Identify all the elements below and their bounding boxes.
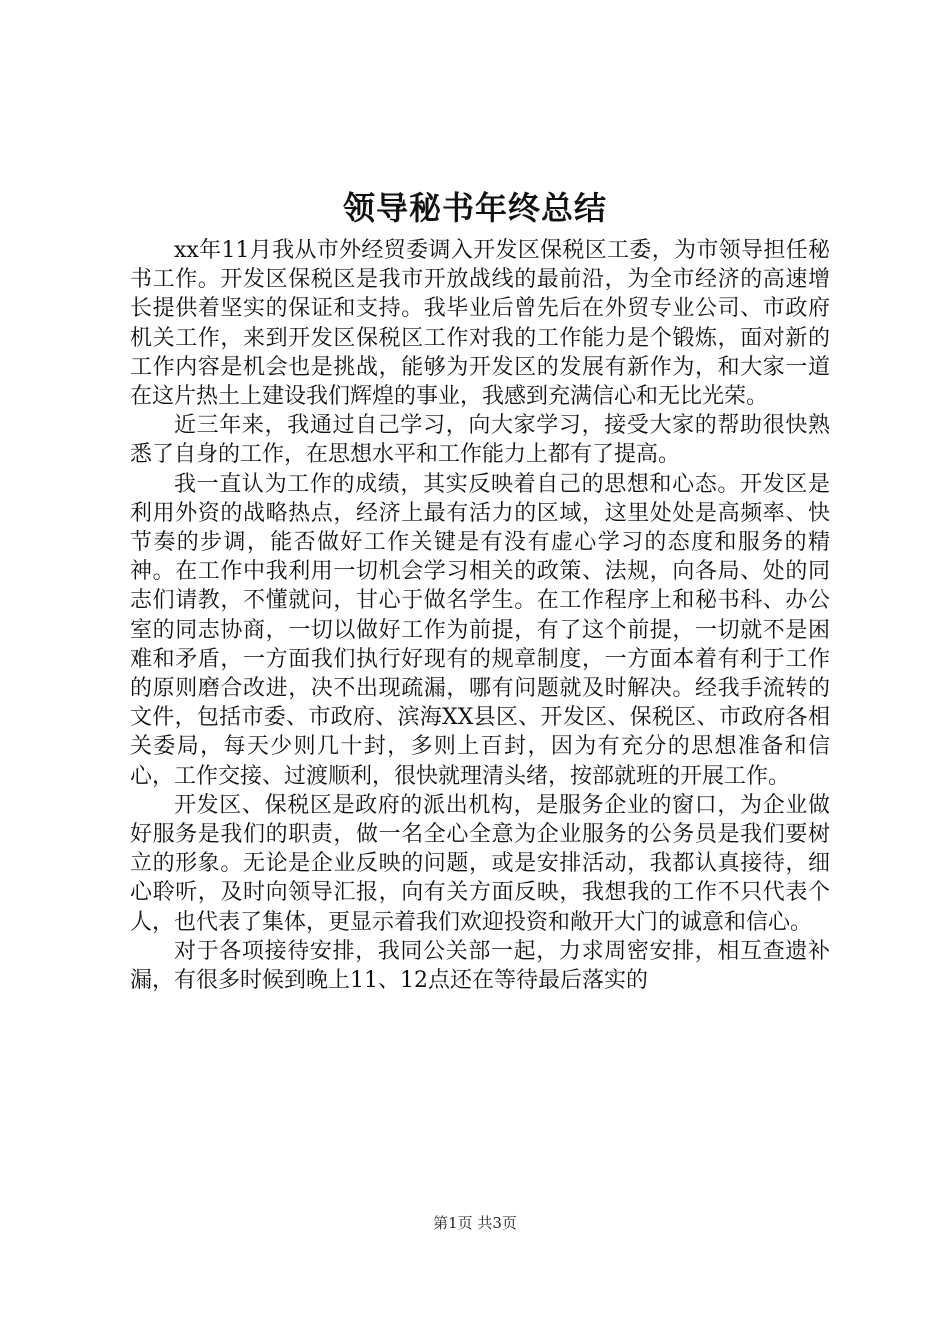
document-body: [130, 236, 830, 995]
paragraph: 近三年来，我通过自己学习，向大家学习，接受大家的帮助很快熟悉了自身的工作，在思想水平和工作能力上都有了提高。: [130, 413, 830, 468]
document-title: 领导秘书年终总结: [342, 189, 607, 227]
paragraph: 对于各项接待安排，我同公关部一起，力求周密安排，相互查遗补漏，有很多时候到晚上11、12点还在等待最后落实的: [130, 938, 830, 994]
page-number-footer: 第1页 共3页: [433, 1214, 517, 1232]
paragraph: 开发区、保税区是政府的派出机构，是服务企业的窗口，为企业做好服务是我们的职责，做一名全心全意为企业服务的公务员是我们要树立的形象。无论是企业反映的问题，或是安排活动，我都认真接待，细心聆听，及时向领导汇报，向有关方面反映，我想我的工作不只代表个人，也代表了集体，更显示着我们欢迎投资和敞开大门的诚意和信心。: [130, 792, 830, 935]
paragraph: xx年11月我从市外经贸委调入开发区保税区工委，为市领导担任秘书工作。开发区保税区是我市开放战线的最前沿，为全市经济的高速增长提供着坚实的保证和支持。我毕业后曾先后在外贸专业公司、市政府机关工作，来到开发区保税区工作对我的工作能力是个锻炼，面对新的工作内容是机会也是挑战，能够为开发区的发展有新作为，和大家一道在这片热土上建设我们辉煌的事业，我感到充满信心和无比光荣。: [130, 238, 830, 410]
paragraph: 我一直认为工作的成绩，其实反映着自己的思想和心态。开发区是利用外资的战略热点，经济上最有活力的区域，这里处处是高频率、快节奏的步调，能否做好工作关键是有没有虚心学习的态度和服务的精神。在工作中我利用一切机会学习相关的政策、法规，向各局、处的同志们请教，不懂就问，甘心于做名学生。在工作程序上和秘书科、办公室的同志协商，一切以做好工作为前提，有了这个前提，一切就不是困难和矛盾，一方面我们执行好现有的规章制度，一方面本着有利于工作的原则磨合改进，决不出现疏漏，哪有问题就及时解决。经我手流转的文件，包括市委、市政府、滨海XX县区、开发区、保税区、市政府各相关委局，每天少则几十封，多则上百封，因为有充分的思想准备和信心，工作交接、过渡顺利，很快就理清头绪，按部就班的开展工作。: [130, 471, 830, 789]
